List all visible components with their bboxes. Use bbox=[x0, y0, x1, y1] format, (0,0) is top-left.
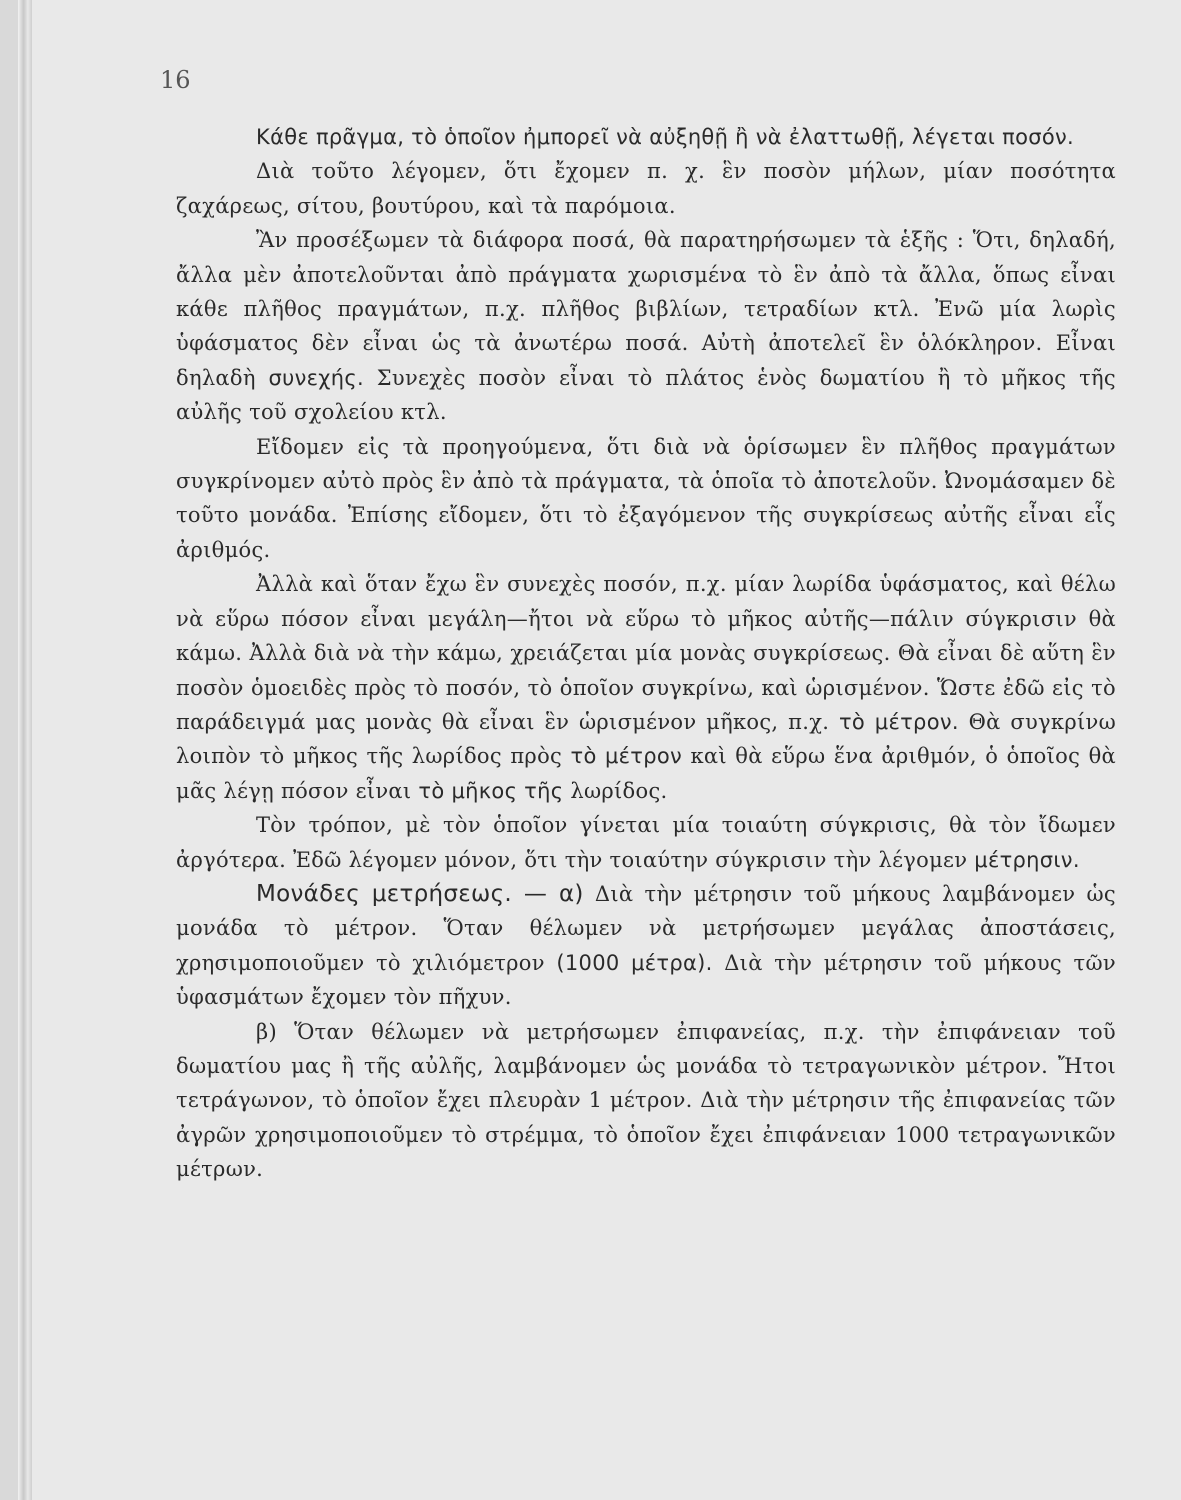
paragraph-units-area: β) Ὅταν θέλωμεν νὰ μετρήσωμεν ἐπιφανείας, π.χ. τὴν ἐπιφάνειαν τοῦ δωματίου μας ἢ τῆς αὐλῆς, λαμβάνομεν ὡς μονάδα τὸ τετραγωνικὸν μέτρον. Ἤτοι τετράγωνον, τὸ ὁποῖον ἔχει πλευρὰν 1 μέτρον. Διὰ τὴν μέτρησιν τῆς ἐπιφανείας τῶν ἀγρῶν χρησιμοποιοῦμεν τὸ στρέμμα, τὸ ὁποῖον ἔχει ἐπιφάνειαν 1000 τετραγωνικῶν μέτρων. bbox=[176, 1019, 1116, 1182]
paragraph-measurement bbox=[176, 808, 1116, 877]
emphasis-term: συνεχής. bbox=[268, 365, 364, 390]
emphasis-term: τὸ μέτρον. bbox=[838, 709, 959, 734]
paragraph-text: καὶ θὰ εὕρω ἕνα ἀριθμόν, ὁ ὁποῖος θὰ μᾶς λέγῃ πόσον εἶναι bbox=[176, 744, 1116, 803]
page-number: 16 bbox=[160, 66, 191, 94]
paragraph-units-length bbox=[176, 877, 1116, 1015]
emphasis-term: τὸ μέτρον bbox=[570, 744, 683, 769]
section-heading: Μονάδες μετρήσεως. — α) bbox=[256, 880, 584, 907]
book-page-edge bbox=[18, 0, 32, 1500]
page-body bbox=[176, 120, 1116, 1187]
paragraph-text: (1000 μέτρα). bbox=[556, 950, 713, 975]
paragraph-text: Συνεχὲς ποσὸν εἶναι τὸ πλάτος ἑνὸς δωματίου ἢ τὸ μῆκος τῆς αὐλῆς τοῦ σχολείου κτλ. bbox=[176, 365, 1116, 425]
paragraph-text: Διὰ τὴν μέτρησιν τοῦ μήκους τῶν ὑφασμάτων ἔχομεν τὸν πῆχυν. bbox=[176, 950, 1116, 1010]
paragraph-text: Θὰ συγκρίνω λοιπὸν τὸ μῆκος τῆς λωρίδος πρὸς bbox=[176, 709, 1116, 769]
paragraph-continuous-quantity bbox=[176, 223, 1116, 429]
definition-paragraph: Κάθε πρᾶγμα, τὸ ὁποῖον ἠμπορεῖ νὰ αὐξηθῇ ἢ νὰ ἐλαττωθῇ, λέγεται ποσόν. bbox=[256, 125, 1074, 149]
paragraph-text: Ἂν προσέξωμεν τὰ διάφορα ποσά, θὰ παρατηρήσωμεν τὰ ἑξῆς : Ὅτι, δηλαδή, ἄλλα μὲν ἀποτελοῦνται ἀπὸ πράγματα χωρισμένα τὸ ἓν ἀπὸ τὰ ἄλλα, ὅπως εἶναι κάθε πλῆθος πραγμάτων, π.χ. πλῆθος βιβλίων, τετραδίων κτλ. Ἐνῶ μία λωρὶς ὑφάσματος δὲν εἶναι ὡς τὰ ἀνωτέρω ποσά. Αὐτὴ ἀποτελεῖ ἓν ὁλόκληρον. Εἶναι δηλαδὴ bbox=[176, 228, 1116, 390]
paragraph-text: Ἀλλὰ καὶ ὅταν ἔχω ἓν συνεχὲς ποσόν, π.χ. μίαν λωρίδα ὑφάσματος, καὶ θέλω νὰ εὕρω πόσον εἶναι μεγάλη—ἤτοι νὰ εὕρω τὸ μῆκος αὐτῆς—πάλιν σύγκρισιν θὰ κάμω. Ἀλλὰ διὰ νὰ τὴν κάμω, χρειάζεται μία μονὰς συγκρίσεως. Θὰ εἶναι δὲ αὕτη ἓν ποσὸν ὁμοειδὲς πρὸς τὸ ποσόν, τὸ ὁποῖον συγκρίνω, καὶ ὡρισμένον. Ὥστε ἐδῶ εἰς τὸ παράδειγμά μας μονὰς θὰ εἶναι ἓν ὡρισμένον μῆκος, π.χ. bbox=[176, 572, 1116, 734]
emphasis-term: τὸ μῆκος τῆς bbox=[418, 778, 564, 803]
paragraph-text: Διὰ τὴν μέτρησιν τοῦ μήκους λαμβάνομεν ὡς μονάδα τὸ μέτρον. Ὅταν θέλωμεν νὰ μετρήσωμεν μεγάλας ἀποστάσεις, χρησιμοποιοῦμεν τὸ χιλιόμετρον bbox=[176, 881, 1116, 975]
paragraph-unit: Εἴδομεν εἰς τὰ προηγούμενα, ὅτι διὰ νὰ ὁρίσωμεν ἓν πλῆθος πραγμάτων συγκρίνομεν αὐτὸ πρὸς ἓν ἀπὸ τὰ πράγματα, τὰ ὁποῖα τὸ ἀποτελοῦν. Ὠνομάσαμεν δὲ τοῦτο μονάδα. Ἐπίσης εἴδομεν, ὅτι τὸ ἐξαγόμενον τῆς συγκρίσεως αὐτῆς εἶναι εἷς ἀριθμός. bbox=[176, 434, 1116, 562]
paragraph-text: Τὸν τρόπον, μὲ τὸν ὁποῖον γίνεται μία τοιαύτη σύγκρισις, θὰ τὸν ἴδωμεν ἀργότερα. Ἐδῶ λέγομεν μόνον, ὅτι τὴν τοιαύτην σύγκρισιν τὴν λέγομεν bbox=[176, 813, 1116, 872]
paragraph-text: λωρίδος. bbox=[570, 778, 668, 803]
paragraph-examples: Διὰ τοῦτο λέγομεν, ὅτι ἔχομεν π. χ. ἓν ποσὸν μήλων, μίαν ποσότητα ζαχάρεως, σίτου, βουτύρου, καὶ τὰ παρόμοια. bbox=[176, 159, 1116, 218]
emphasis-term: μέτρησιν. bbox=[974, 847, 1080, 872]
paragraph-comparison bbox=[176, 567, 1116, 808]
